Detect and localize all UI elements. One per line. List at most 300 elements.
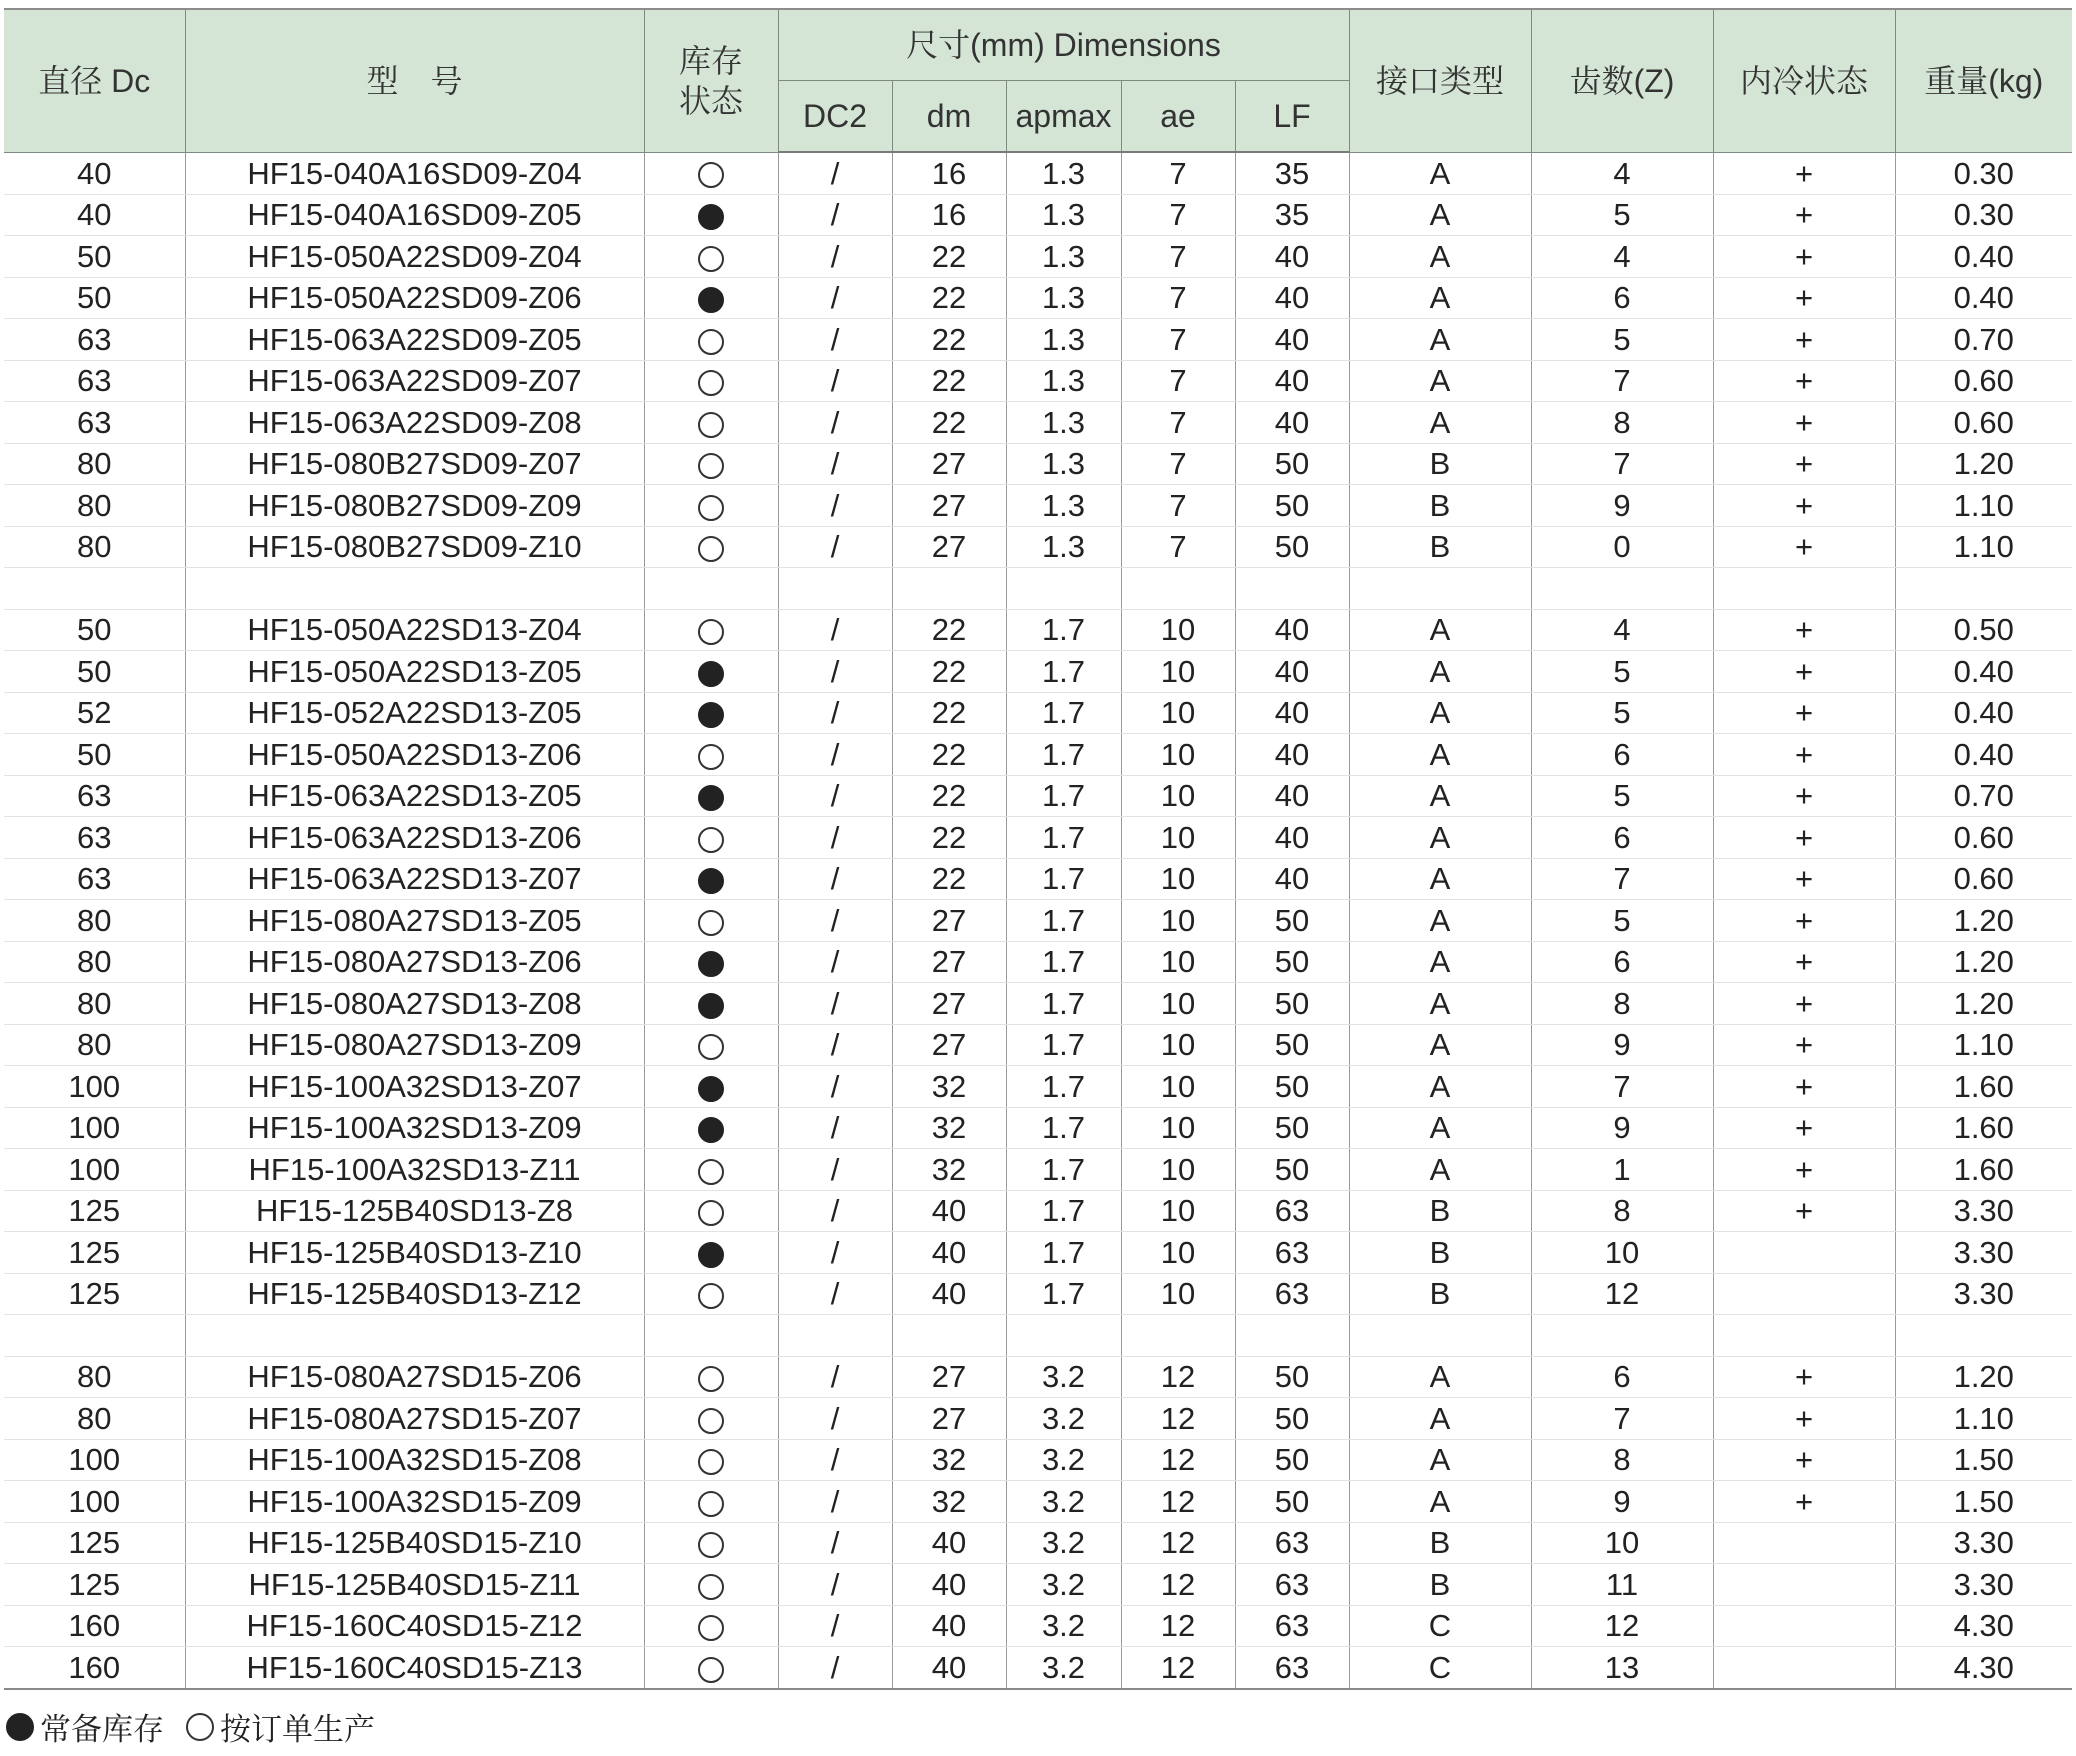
cell-teeth: 10 <box>1531 1522 1713 1564</box>
cell-lf: 50 <box>1235 1398 1349 1440</box>
cell-lf: 50 <box>1235 900 1349 942</box>
cell-model: HF15-063A22SD09-Z07 <box>185 360 644 402</box>
cell-dm: 27 <box>892 443 1006 485</box>
table-row <box>4 692 2072 734</box>
hollow-circle-icon <box>698 1283 724 1309</box>
cell-teeth: 0 <box>1531 526 1713 568</box>
cell-ae: 10 <box>1121 1066 1235 1108</box>
cell-diameter: 80 <box>4 900 185 942</box>
cell-teeth: 10 <box>1531 1232 1713 1274</box>
cell-apmax: 1.7 <box>1006 858 1121 900</box>
cell-ae: 10 <box>1121 817 1235 859</box>
cell-stock <box>644 734 778 776</box>
cell-coolant: + <box>1713 1356 1895 1398</box>
hollow-circle-icon <box>698 1200 724 1226</box>
cell-ae: 10 <box>1121 941 1235 983</box>
cell-apmax: 1.7 <box>1006 1149 1121 1191</box>
cell-ae: 12 <box>1121 1439 1235 1481</box>
cell-teeth: 13 <box>1531 1647 1713 1689</box>
cell-apmax: 1.7 <box>1006 734 1121 776</box>
cell-teeth: 11 <box>1531 1564 1713 1606</box>
cell-diameter: 50 <box>4 277 185 319</box>
cell-diameter: 40 <box>4 152 185 194</box>
cell-teeth: 12 <box>1531 1273 1713 1315</box>
table-row <box>4 236 2072 278</box>
cell-dc2: / <box>778 1232 892 1274</box>
cell-coolant: + <box>1713 443 1895 485</box>
cell-interface: C <box>1349 1605 1531 1647</box>
cell-weight: 0.60 <box>1895 817 2072 859</box>
cell-diameter <box>4 1315 185 1357</box>
filled-circle-icon <box>698 868 724 894</box>
cell-lf: 40 <box>1235 651 1349 693</box>
cell-model: HF15-080B27SD09-Z09 <box>185 485 644 527</box>
cell-dc2 <box>778 568 892 610</box>
cell-dm: 27 <box>892 526 1006 568</box>
cell-diameter: 160 <box>4 1647 185 1689</box>
cell-lf: 50 <box>1235 983 1349 1025</box>
cell-teeth: 8 <box>1531 983 1713 1025</box>
cell-dc2: / <box>778 402 892 444</box>
cell-ae: 10 <box>1121 858 1235 900</box>
cell-model: HF15-080A27SD13-Z08 <box>185 983 644 1025</box>
cell-dm: 27 <box>892 1024 1006 1066</box>
cell-stock <box>644 1315 778 1357</box>
cell-weight: 3.30 <box>1895 1190 2072 1232</box>
cell-apmax: 1.7 <box>1006 651 1121 693</box>
cell-model: HF15-080A27SD13-Z06 <box>185 941 644 983</box>
hollow-circle-icon <box>698 1574 724 1600</box>
cell-apmax: 1.3 <box>1006 277 1121 319</box>
cell-dm <box>892 568 1006 610</box>
cell-weight: 3.30 <box>1895 1564 2072 1606</box>
cell-interface: A <box>1349 900 1531 942</box>
cell-weight: 0.70 <box>1895 319 2072 361</box>
table-row <box>4 734 2072 776</box>
cell-weight: 4.30 <box>1895 1605 2072 1647</box>
cell-coolant: + <box>1713 360 1895 402</box>
cell-apmax: 1.7 <box>1006 983 1121 1025</box>
cell-ae: 7 <box>1121 277 1235 319</box>
cell-teeth: 8 <box>1531 1439 1713 1481</box>
cell-teeth: 6 <box>1531 1356 1713 1398</box>
cell-weight <box>1895 568 2072 610</box>
cell-diameter: 160 <box>4 1605 185 1647</box>
cell-dc2: / <box>778 1190 892 1232</box>
cell-model: HF15-050A22SD09-Z06 <box>185 277 644 319</box>
cell-teeth: 6 <box>1531 734 1713 776</box>
cell-lf: 40 <box>1235 775 1349 817</box>
cell-interface: B <box>1349 443 1531 485</box>
cell-coolant: + <box>1713 526 1895 568</box>
cell-apmax: 1.7 <box>1006 817 1121 859</box>
cell-model: HF15-040A16SD09-Z04 <box>185 152 644 194</box>
hollow-circle-icon <box>698 370 724 396</box>
cell-stock <box>644 1107 778 1149</box>
cell-weight: 0.40 <box>1895 236 2072 278</box>
cell-interface: A <box>1349 775 1531 817</box>
cell-apmax: 3.2 <box>1006 1522 1121 1564</box>
cell-ae: 7 <box>1121 236 1235 278</box>
cell-diameter: 100 <box>4 1107 185 1149</box>
cell-dc2: / <box>778 1522 892 1564</box>
table-row <box>4 1273 2072 1315</box>
cell-dc2: / <box>778 609 892 651</box>
cell-apmax: 1.3 <box>1006 319 1121 361</box>
cell-coolant <box>1713 1273 1895 1315</box>
hollow-circle-icon <box>698 1491 724 1517</box>
cell-model: HF15-080A27SD15-Z07 <box>185 1398 644 1440</box>
cell-stock <box>644 152 778 194</box>
cell-teeth: 5 <box>1531 194 1713 236</box>
header-lf: LF <box>1235 81 1349 153</box>
product-table-container <box>4 8 2072 1690</box>
cell-weight: 1.20 <box>1895 1356 2072 1398</box>
cell-ae: 7 <box>1121 402 1235 444</box>
cell-dm: 40 <box>892 1605 1006 1647</box>
cell-interface: A <box>1349 1107 1531 1149</box>
cell-interface: B <box>1349 485 1531 527</box>
cell-ae: 10 <box>1121 775 1235 817</box>
hollow-circle-icon <box>186 1713 214 1741</box>
cell-stock <box>644 526 778 568</box>
cell-model: HF15-050A22SD13-Z06 <box>185 734 644 776</box>
hollow-circle-icon <box>698 412 724 438</box>
table-row <box>4 1315 2072 1357</box>
table-row <box>4 1356 2072 1398</box>
cell-coolant: + <box>1713 1024 1895 1066</box>
cell-teeth: 5 <box>1531 692 1713 734</box>
cell-ae: 7 <box>1121 360 1235 402</box>
cell-apmax: 1.7 <box>1006 1107 1121 1149</box>
cell-teeth: 9 <box>1531 1481 1713 1523</box>
cell-dm: 22 <box>892 319 1006 361</box>
cell-ae: 10 <box>1121 1024 1235 1066</box>
cell-dm: 27 <box>892 1398 1006 1440</box>
cell-coolant: + <box>1713 1190 1895 1232</box>
cell-dc2: / <box>778 858 892 900</box>
cell-interface: A <box>1349 983 1531 1025</box>
cell-interface: B <box>1349 1190 1531 1232</box>
cell-diameter: 80 <box>4 526 185 568</box>
filled-circle-icon <box>698 993 724 1019</box>
cell-model: HF15-125B40SD15-Z11 <box>185 1564 644 1606</box>
table-row <box>4 651 2072 693</box>
cell-stock <box>644 1066 778 1108</box>
cell-stock <box>644 1273 778 1315</box>
cell-lf: 40 <box>1235 360 1349 402</box>
cell-stock <box>644 1605 778 1647</box>
cell-diameter: 50 <box>4 609 185 651</box>
cell-dc2: / <box>778 983 892 1025</box>
table-row <box>4 1605 2072 1647</box>
cell-model: HF15-040A16SD09-Z05 <box>185 194 644 236</box>
table-row <box>4 1398 2072 1440</box>
cell-teeth: 9 <box>1531 1107 1713 1149</box>
cell-dm: 32 <box>892 1481 1006 1523</box>
cell-ae <box>1121 568 1235 610</box>
cell-interface: A <box>1349 941 1531 983</box>
cell-diameter: 100 <box>4 1066 185 1108</box>
cell-interface: A <box>1349 1398 1531 1440</box>
cell-interface: A <box>1349 817 1531 859</box>
cell-stock <box>644 1024 778 1066</box>
cell-model: HF15-160C40SD15-Z13 <box>185 1647 644 1689</box>
cell-coolant <box>1713 1232 1895 1274</box>
cell-diameter: 63 <box>4 775 185 817</box>
cell-diameter: 50 <box>4 236 185 278</box>
cell-weight: 1.60 <box>1895 1107 2072 1149</box>
filled-circle-icon <box>698 1076 724 1102</box>
cell-ae: 10 <box>1121 1107 1235 1149</box>
cell-dc2: / <box>778 900 892 942</box>
cell-apmax <box>1006 568 1121 610</box>
cell-stock <box>644 485 778 527</box>
cell-coolant <box>1713 568 1895 610</box>
cell-dm: 22 <box>892 277 1006 319</box>
cell-teeth: 4 <box>1531 152 1713 194</box>
cell-ae: 7 <box>1121 485 1235 527</box>
cell-ae: 10 <box>1121 651 1235 693</box>
cell-dc2: / <box>778 319 892 361</box>
table-row <box>4 402 2072 444</box>
cell-coolant: + <box>1713 858 1895 900</box>
table-row <box>4 1232 2072 1274</box>
cell-weight: 1.50 <box>1895 1481 2072 1523</box>
cell-dm <box>892 1315 1006 1357</box>
table-row <box>4 1481 2072 1523</box>
cell-diameter: 40 <box>4 194 185 236</box>
cell-ae: 10 <box>1121 1232 1235 1274</box>
filled-circle-icon <box>698 204 724 230</box>
cell-model: HF15-100A32SD13-Z07 <box>185 1066 644 1108</box>
table-row <box>4 194 2072 236</box>
table-row <box>4 1439 2072 1481</box>
header-model: 型 号 <box>185 9 644 152</box>
cell-ae: 12 <box>1121 1398 1235 1440</box>
cell-diameter: 63 <box>4 402 185 444</box>
table-row <box>4 485 2072 527</box>
cell-lf: 40 <box>1235 319 1349 361</box>
cell-coolant: + <box>1713 734 1895 776</box>
cell-weight: 1.20 <box>1895 983 2072 1025</box>
cell-dm: 16 <box>892 152 1006 194</box>
cell-diameter: 80 <box>4 1024 185 1066</box>
cell-ae: 10 <box>1121 1190 1235 1232</box>
cell-apmax: 1.3 <box>1006 360 1121 402</box>
cell-model: HF15-080B27SD09-Z10 <box>185 526 644 568</box>
cell-model: HF15-050A22SD13-Z05 <box>185 651 644 693</box>
cell-lf: 40 <box>1235 402 1349 444</box>
legend-filled-label: 常备库存 <box>40 1712 164 1747</box>
product-table <box>4 8 2072 1690</box>
cell-lf: 35 <box>1235 194 1349 236</box>
cell-lf: 50 <box>1235 485 1349 527</box>
cell-stock <box>644 1398 778 1440</box>
cell-dm: 40 <box>892 1232 1006 1274</box>
cell-lf: 35 <box>1235 152 1349 194</box>
cell-model: HF15-052A22SD13-Z05 <box>185 692 644 734</box>
cell-dc2: / <box>778 443 892 485</box>
cell-weight: 0.40 <box>1895 734 2072 776</box>
cell-dm: 22 <box>892 692 1006 734</box>
cell-model: HF15-100A32SD13-Z09 <box>185 1107 644 1149</box>
table-row <box>4 1066 2072 1108</box>
cell-lf <box>1235 1315 1349 1357</box>
cell-model: HF15-063A22SD13-Z05 <box>185 775 644 817</box>
cell-lf: 50 <box>1235 1107 1349 1149</box>
cell-teeth <box>1531 1315 1713 1357</box>
cell-lf: 63 <box>1235 1232 1349 1274</box>
cell-apmax: 3.2 <box>1006 1481 1121 1523</box>
cell-dc2: / <box>778 360 892 402</box>
cell-diameter: 100 <box>4 1481 185 1523</box>
cell-diameter: 80 <box>4 941 185 983</box>
cell-dm: 32 <box>892 1439 1006 1481</box>
cell-model: HF15-050A22SD09-Z04 <box>185 236 644 278</box>
cell-lf: 50 <box>1235 1439 1349 1481</box>
cell-interface: A <box>1349 1024 1531 1066</box>
table-row <box>4 443 2072 485</box>
hollow-circle-icon <box>698 827 724 853</box>
cell-model: HF15-063A22SD09-Z05 <box>185 319 644 361</box>
cell-lf: 50 <box>1235 526 1349 568</box>
cell-dm: 32 <box>892 1066 1006 1108</box>
cell-weight: 3.30 <box>1895 1522 2072 1564</box>
cell-weight: 0.30 <box>1895 152 2072 194</box>
cell-diameter: 63 <box>4 319 185 361</box>
cell-interface: A <box>1349 609 1531 651</box>
cell-apmax: 3.2 <box>1006 1439 1121 1481</box>
hollow-circle-icon <box>698 495 724 521</box>
cell-ae: 12 <box>1121 1605 1235 1647</box>
cell-lf: 63 <box>1235 1522 1349 1564</box>
cell-lf: 63 <box>1235 1605 1349 1647</box>
cell-ae: 12 <box>1121 1522 1235 1564</box>
cell-interface: A <box>1349 319 1531 361</box>
cell-interface: A <box>1349 1356 1531 1398</box>
cell-stock <box>644 277 778 319</box>
cell-interface <box>1349 568 1531 610</box>
cell-dc2: / <box>778 734 892 776</box>
table-row <box>4 900 2072 942</box>
cell-apmax: 1.3 <box>1006 236 1121 278</box>
cell-dc2: / <box>778 651 892 693</box>
cell-weight: 0.40 <box>1895 651 2072 693</box>
table-row <box>4 1564 2072 1606</box>
cell-dc2 <box>778 1315 892 1357</box>
cell-diameter: 50 <box>4 734 185 776</box>
cell-interface: A <box>1349 1149 1531 1191</box>
cell-teeth: 5 <box>1531 900 1713 942</box>
hollow-circle-icon <box>698 619 724 645</box>
cell-stock <box>644 194 778 236</box>
cell-weight <box>1895 1315 2072 1357</box>
cell-teeth: 9 <box>1531 485 1713 527</box>
cell-dc2: / <box>778 1149 892 1191</box>
table-row <box>4 526 2072 568</box>
cell-ae: 10 <box>1121 609 1235 651</box>
cell-apmax: 1.7 <box>1006 692 1121 734</box>
cell-teeth: 4 <box>1531 236 1713 278</box>
filled-circle-icon <box>698 287 724 313</box>
table-row <box>4 360 2072 402</box>
cell-coolant <box>1713 1647 1895 1689</box>
cell-weight: 3.30 <box>1895 1273 2072 1315</box>
cell-coolant: + <box>1713 485 1895 527</box>
cell-dc2: / <box>778 152 892 194</box>
cell-weight: 1.10 <box>1895 526 2072 568</box>
hollow-circle-icon <box>698 246 724 272</box>
table-row <box>4 152 2072 194</box>
cell-model: HF15-125B40SD13-Z12 <box>185 1273 644 1315</box>
cell-ae: 7 <box>1121 319 1235 361</box>
cell-weight: 1.10 <box>1895 485 2072 527</box>
cell-model: HF15-125B40SD13-Z10 <box>185 1232 644 1274</box>
hollow-circle-icon <box>698 1366 724 1392</box>
cell-teeth: 7 <box>1531 1398 1713 1440</box>
cell-interface: A <box>1349 236 1531 278</box>
cell-coolant: + <box>1713 236 1895 278</box>
cell-dc2: / <box>778 692 892 734</box>
cell-interface: A <box>1349 402 1531 444</box>
cell-stock <box>644 236 778 278</box>
cell-diameter: 100 <box>4 1439 185 1481</box>
cell-ae: 12 <box>1121 1356 1235 1398</box>
cell-dm: 22 <box>892 236 1006 278</box>
filled-circle-icon <box>698 951 724 977</box>
cell-dm: 22 <box>892 360 1006 402</box>
cell-diameter: 80 <box>4 443 185 485</box>
cell-stock <box>644 568 778 610</box>
cell-diameter: 125 <box>4 1564 185 1606</box>
cell-coolant: + <box>1713 152 1895 194</box>
cell-coolant <box>1713 1564 1895 1606</box>
cell-diameter: 125 <box>4 1232 185 1274</box>
cell-diameter: 80 <box>4 485 185 527</box>
filled-circle-icon <box>698 661 724 687</box>
hollow-circle-icon <box>698 744 724 770</box>
cell-dc2: / <box>778 1398 892 1440</box>
cell-teeth: 8 <box>1531 1190 1713 1232</box>
cell-interface: B <box>1349 1564 1531 1606</box>
cell-apmax: 1.3 <box>1006 485 1121 527</box>
cell-model: HF15-080B27SD09-Z07 <box>185 443 644 485</box>
hollow-circle-icon <box>698 1449 724 1475</box>
cell-stock <box>644 402 778 444</box>
cell-interface: A <box>1349 360 1531 402</box>
cell-lf: 40 <box>1235 236 1349 278</box>
cell-model: HF15-080A27SD13-Z09 <box>185 1024 644 1066</box>
cell-weight: 3.30 <box>1895 1232 2072 1274</box>
cell-apmax: 1.3 <box>1006 526 1121 568</box>
cell-teeth: 7 <box>1531 360 1713 402</box>
cell-dm: 22 <box>892 858 1006 900</box>
cell-lf <box>1235 568 1349 610</box>
cell-stock <box>644 360 778 402</box>
cell-model: HF15-080A27SD15-Z06 <box>185 1356 644 1398</box>
cell-stock <box>644 319 778 361</box>
cell-model: HF15-080A27SD13-Z05 <box>185 900 644 942</box>
cell-model <box>185 1315 644 1357</box>
hollow-circle-icon <box>698 1615 724 1641</box>
cell-apmax: 1.7 <box>1006 1066 1121 1108</box>
cell-apmax: 3.2 <box>1006 1605 1121 1647</box>
cell-lf: 50 <box>1235 1481 1349 1523</box>
cell-stock <box>644 692 778 734</box>
cell-dm: 22 <box>892 402 1006 444</box>
cell-dm: 27 <box>892 983 1006 1025</box>
